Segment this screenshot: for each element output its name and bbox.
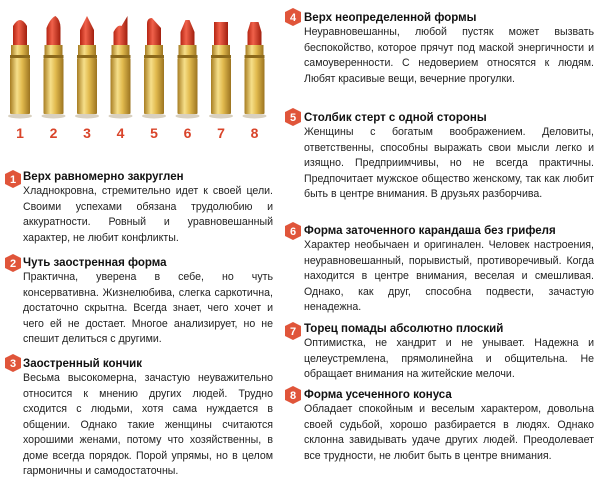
svg-text:2: 2 xyxy=(9,258,17,270)
lipstick-ring-7 xyxy=(211,55,231,58)
lipstick-tip-2 xyxy=(47,16,61,46)
lipstick-case-5 xyxy=(144,58,164,114)
lipstick-number-8: 8 xyxy=(250,125,259,141)
section-2-title: Чуть заостренная форма xyxy=(23,257,167,269)
svg-text:8: 8 xyxy=(289,390,297,402)
section-8-title: Форма усеченного конуса xyxy=(304,389,452,401)
lipstick-2 xyxy=(42,16,66,141)
section-3-text: Весьма высокомерна, зачастую неуважительно относится к мнению других людей. Трудно сходится с людьми, хотя сама нуждается в общении. Однако такие женщины считаются хорошими женами, потому что хозяйственны, в доме всегда порядок. Порой упрямы, но в целом гармоничны и самодостаточны. xyxy=(23,372,273,477)
lipstick-shadow-4 xyxy=(109,114,133,119)
section-2-text: Практична, уверена в себе, но чуть консервативна. Жизнелюбива, слегка саркотична, достаточно скрытна. Всегда знает, чего хочет и чего ей не достает. Многое анализирует, но не спешит делиться с другими. xyxy=(23,271,273,345)
section-7 xyxy=(284,322,600,382)
lipstick-ring-1 xyxy=(10,55,30,58)
number-badge-8 xyxy=(284,386,302,404)
lipstick-collar-3 xyxy=(78,45,96,55)
lipstick-ring-8 xyxy=(245,55,265,58)
section-8-text: Обладает спокойным и веселым характером, довольна своей судьбой, хорошо разбирается в людях. Однако склонна завидывать удаче других людей. Преодолевает все трудности, не любит быть в центре внимания. xyxy=(304,403,594,462)
lipstick-number-3: 3 xyxy=(83,125,91,141)
lipstick-collar-1 xyxy=(11,45,29,55)
section-6-title: Форма заточенного карандаша без грифеля xyxy=(304,225,556,237)
lipstick-shadow-5 xyxy=(142,114,166,119)
lipstick-number-1: 1 xyxy=(16,125,24,141)
number-badge-4 xyxy=(284,8,302,26)
lipstick-ring-5 xyxy=(144,55,164,58)
lipsticks-illustration xyxy=(2,4,274,154)
lipstick-shadow-3 xyxy=(75,114,99,119)
section-6-text: Характер необычаен и оригинален. Человек настроения, неуравновешанный, порывистый, противоречивый. Когда находится в центре внимания, веселая и смешливая. Однако, как друг, способна подвести, зачастую ненадежна. xyxy=(304,239,594,313)
section-3 xyxy=(4,354,274,479)
number-badge-7 xyxy=(284,322,302,340)
lipstick-ring-3 xyxy=(77,55,97,58)
section-4-title: Верх неопределенной формы xyxy=(304,12,477,24)
section-6 xyxy=(284,222,600,318)
number-badge-2 xyxy=(4,254,22,272)
lipstick-shadow-2 xyxy=(42,114,66,119)
lipstick-case-1 xyxy=(10,58,30,114)
lipstick-8 xyxy=(243,22,267,141)
section-2 xyxy=(4,254,274,346)
lipstick-number-7: 7 xyxy=(217,125,225,141)
lipstick-collar-4 xyxy=(112,45,130,55)
section-8 xyxy=(284,386,600,481)
svg-text:3: 3 xyxy=(9,358,17,370)
lipstick-tip-4 xyxy=(114,16,128,46)
lipstick-tip-1 xyxy=(13,20,27,46)
number-badge-3 xyxy=(4,354,22,372)
number-badge-6 xyxy=(284,222,302,240)
lipstick-shadow-1 xyxy=(8,114,32,119)
section-5 xyxy=(284,108,600,220)
lipstick-case-7 xyxy=(211,58,231,114)
svg-text:7: 7 xyxy=(289,326,297,338)
lipstick-shadow-7 xyxy=(209,114,233,119)
lipstick-ring-4 xyxy=(111,55,131,58)
lipstick-4 xyxy=(109,16,133,141)
lipstick-collar-8 xyxy=(246,45,264,55)
section-1 xyxy=(4,170,274,250)
lipstick-7 xyxy=(209,22,233,141)
section-4 xyxy=(284,8,600,104)
lipstick-ring-6 xyxy=(178,55,198,58)
svg-text:4: 4 xyxy=(289,12,297,24)
section-3-title: Заостренный кончик xyxy=(23,358,142,370)
lipstick-case-6 xyxy=(178,58,198,114)
lipstick-ring-2 xyxy=(44,55,64,58)
svg-text:6: 6 xyxy=(289,226,297,238)
lipstick-number-6: 6 xyxy=(183,125,192,141)
section-1-text: Хладнокровна, стремительно идет к своей цели. Своими успехами обязана трудолюбию и аккуратности. Ровный и уравновешанный характер, не любит конфликты. xyxy=(23,185,273,244)
lipstick-6 xyxy=(176,20,200,141)
lipstick-case-8 xyxy=(245,58,265,114)
lipstick-case-4 xyxy=(111,58,131,114)
lipstick-collar-2 xyxy=(45,45,63,55)
lipstick-tip-7 xyxy=(214,22,228,46)
lipstick-number-2: 2 xyxy=(49,125,58,141)
section-5-text: Женщины с богатым воображением. Деловиты, ответственны, способны выражать свои мысли легко и изящно. Предприимчивы, но не всегда практичны. Предпочитает мужское общество женскому, так как любит быть в центре внимания. В друзьях разборчива. xyxy=(304,126,594,200)
svg-text:1: 1 xyxy=(9,174,17,186)
lipstick-tip-3 xyxy=(80,16,94,46)
lipstick-tip-5 xyxy=(147,18,161,46)
section-4-text: Неуравновешанны, любой пустяк может вызвать беспокойство, которое прячут под маской энергичности и самоуверенности. С недоверием относятся к людям. Любят красивые вещи, вечерние прогулки. xyxy=(304,26,594,85)
lipstick-3 xyxy=(75,16,99,141)
section-7-title: Торец помады абсолютно плоский xyxy=(304,323,504,335)
lipstick-collar-5 xyxy=(145,45,163,55)
svg-text:5: 5 xyxy=(289,112,297,124)
lipstick-tip-6 xyxy=(181,20,195,46)
section-7-text: Оптимистка, не хандрит и не унывает. Надежна и целеустремлена, прямолинейна и общительна. Не обращает внимания на житейские мелочи. xyxy=(304,337,594,380)
lipstick-shadow-6 xyxy=(176,114,200,119)
number-badge-5 xyxy=(284,108,302,126)
lipstick-tip-8 xyxy=(248,22,262,46)
number-badge-1 xyxy=(4,170,22,188)
lipstick-number-5: 5 xyxy=(150,125,158,141)
lipstick-number-4: 4 xyxy=(116,125,125,141)
lipstick-5 xyxy=(142,18,166,141)
lipstick-case-3 xyxy=(77,58,97,114)
section-1-title: Верх равномерно закруглен xyxy=(23,171,184,183)
lipstick-collar-6 xyxy=(179,45,197,55)
lipstick-case-2 xyxy=(44,58,64,114)
section-5-title: Столбик стерт с одной стороны xyxy=(304,112,487,124)
lipstick-shadow-8 xyxy=(243,114,267,119)
lipstick-1 xyxy=(8,20,32,141)
lipstick-collar-7 xyxy=(212,45,230,55)
